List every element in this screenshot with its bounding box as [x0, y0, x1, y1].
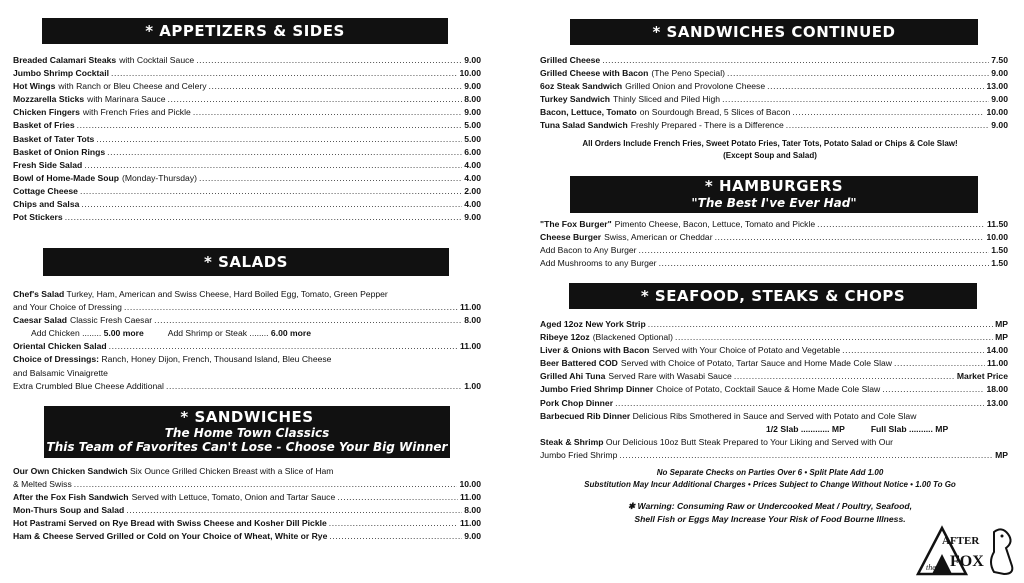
half-slab: [766, 423, 845, 436]
item-price: 9.00: [464, 55, 481, 65]
hamburgers-list: [540, 218, 1008, 270]
item-name: Hot Wings: [13, 81, 56, 92]
item-price: 9.00: [464, 531, 481, 542]
menu-item-appetizer-0: [13, 54, 481, 67]
salads-title: * SALADS: [204, 253, 288, 271]
item-name: Tuna Salad Sandwich: [540, 120, 628, 131]
menu-item-chefs-salad-cont: [13, 301, 481, 314]
addon-chicken: [31, 327, 144, 340]
menu-item-appetizer-4: [13, 106, 481, 119]
sandwiches-items: [13, 491, 481, 543]
item-price: Market Price: [956, 371, 1008, 382]
menu-item-steak-shrimp: [540, 436, 1008, 449]
seafood-title: * SEAFOOD, STEAKS & CHOPS: [640, 287, 906, 305]
sandwiches-continued-title: * SANDWICHES CONTINUED: [652, 23, 896, 41]
addon-price: 6.00 more: [270, 328, 312, 339]
warning-line2: Shell Fish or Eggs May Increase Your Risk of Food Bourne Illness.: [634, 514, 906, 524]
item-price: 1.00: [464, 380, 481, 391]
item-desc: & Melted Swiss: [13, 479, 72, 490]
logo-text-after: AFTER: [942, 535, 980, 547]
appetizers-title: * APPETIZERS & SIDES: [145, 22, 345, 40]
item-price: 11.00: [986, 358, 1008, 369]
sides-exception-note: (Except Soup and Salad): [723, 151, 817, 160]
item-name: Ham & Cheese Served Grilled or Cold on Your Choice of Wheat, White or Rye: [13, 531, 328, 542]
seafood-list: [540, 318, 1008, 462]
item-name: Steak & Shrimp: [540, 436, 604, 447]
slab-label: Full Slab ..........: [870, 423, 933, 434]
menu-item-seafood-4: [540, 370, 1008, 383]
item-price: 11.00: [459, 518, 481, 529]
menu-item-sandwich-3: [13, 530, 481, 543]
hamburgers-title: * HAMBURGERS: [704, 177, 844, 195]
menu-item-sandwich-2: [13, 517, 481, 530]
item-price: 11.00: [459, 341, 481, 352]
menu-item-appetizer-3: [13, 93, 481, 106]
menu-item-sandwich-cont-2: [540, 80, 1008, 93]
item-desc: on Sourdough Bread, 5 Slices of Bacon: [639, 107, 791, 118]
sandwiches-continued-header: [570, 19, 978, 45]
menu-item-chefs-salad: [13, 288, 481, 301]
menu-item-appetizer-1: [13, 67, 481, 80]
menu-item-chicken-sandwich: [13, 465, 481, 478]
menu-item-seafood-6: [540, 397, 1008, 410]
item-price: MP: [995, 332, 1008, 343]
menu-item-burger-1: [540, 231, 1008, 244]
item-price: 6.00: [464, 146, 481, 157]
item-price: 1.50: [991, 258, 1008, 269]
item-desc: Six Ounce Grilled Chicken Breast with a Slice of Ham: [130, 466, 334, 476]
addon-shrimp: [168, 327, 311, 340]
item-name: Chips and Salsa: [13, 199, 80, 210]
item-price: 4.00: [464, 172, 481, 183]
item-name: Caesar Salad: [13, 315, 67, 326]
item-name: Basket of Fries: [13, 120, 75, 131]
menu-item-appetizer-6: [13, 133, 481, 146]
item-name: 6oz Steak Sandwich: [540, 81, 623, 92]
menu-item-rib-dinner: [540, 410, 1008, 423]
item-name: Cheese Burger: [540, 232, 602, 243]
item-desc: Jumbo Fried Shrimp: [540, 449, 618, 460]
item-desc: with French Fries and Pickle: [82, 107, 191, 118]
full-slab: [871, 423, 948, 436]
item-desc: Served Rare with Wasabi Sauce: [608, 371, 732, 382]
item-price: 10.00: [459, 479, 481, 490]
menu-item-burger-3: [540, 257, 1008, 270]
menu-item-chicken-sandwich-cont: [13, 478, 481, 491]
split-plate-note: No Separate Checks on Parties Over 6 • Split Plate Add 1.00: [656, 468, 884, 477]
seafood-items: [540, 318, 1008, 410]
item-price: 10.00: [986, 232, 1008, 243]
dressings: [13, 353, 481, 366]
item-desc: with Cocktail Sauce: [119, 55, 195, 65]
item-name: Mon-Thurs Soup and Salad: [13, 505, 125, 516]
item-desc: Served with Lettuce, Tomato, Onion and Tartar Sauce: [131, 492, 336, 503]
seafood-header: [569, 283, 977, 309]
item-name: Breaded Calamari Steaks: [13, 55, 117, 65]
item-name: Pork Chop Dinner: [540, 397, 614, 408]
item-desc: (Blackened Optional): [592, 332, 673, 343]
item-price: 9.00: [464, 81, 481, 92]
item-price: 10.00: [459, 68, 481, 79]
item-desc: Choice of Potato, Cocktail Sauce & Home Made Cole Slaw: [656, 384, 881, 395]
item-desc: with Ranch or Bleu Cheese and Celery: [58, 81, 207, 92]
addon-label: Add Chicken ........: [31, 328, 102, 339]
item-price: 11.00: [459, 302, 481, 313]
item-price: 11.00: [459, 492, 481, 503]
item-name: Bowl of Home-Made Soup: [13, 172, 119, 183]
item-name: Liver & Onions with Bacon: [540, 345, 650, 356]
menu-item-appetizer-5: [13, 119, 481, 132]
item-price: 13.00: [986, 81, 1008, 92]
item-price: 1.50: [991, 245, 1008, 256]
item-name: After the Fox Fish Sandwich: [13, 492, 129, 503]
menu-item-appetizer-10: [13, 185, 481, 198]
sandwiches-subtitle1: The Home Town Classics: [164, 426, 330, 440]
item-desc: Thinly Sliced and Piled High: [613, 94, 721, 105]
item-price: 9.00: [991, 68, 1008, 79]
item-desc: and Your Choice of Dressing: [13, 302, 122, 313]
item-desc: Add Mushrooms to any Burger: [540, 258, 657, 269]
item-name: Bacon, Lettuce, Tomato: [540, 107, 637, 118]
item-name: Grilled Ahi Tuna: [540, 371, 606, 382]
item-price: 9.00: [464, 212, 481, 223]
menu-item-appetizer-7: [13, 146, 481, 159]
menu-item-sandwich-cont-5: [540, 119, 1008, 132]
item-desc: Served with Choice of Potato, Tartar Sauce and Home Made Cole Slaw: [620, 358, 893, 369]
menu-item-burger-0: [540, 218, 1008, 231]
hamburgers-header: [570, 176, 978, 213]
sandwiches-title: * SANDWICHES: [180, 408, 314, 426]
item-desc: Swiss, American or Cheddar: [604, 232, 713, 243]
sandwiches-note: [520, 138, 1020, 162]
warning-line1: ✱ Warning: Consuming Raw or Undercooked Meat / Poultry, Seafood,: [627, 501, 913, 511]
item-desc: and Balsamic Vinaigrette: [13, 367, 108, 378]
item-price: 9.00: [464, 107, 481, 118]
menu-item-sandwich-1: [13, 504, 481, 517]
item-desc: Delicious Ribs Smothered in Sauce and Served with Potato and Cole Slaw: [632, 410, 917, 421]
item-price: 8.00: [464, 505, 481, 516]
menu-item-seafood-1: [540, 331, 1008, 344]
menu-item-appetizer-11: [13, 198, 481, 211]
item-price: 18.00: [986, 384, 1008, 395]
menu-item-oriental: [13, 340, 481, 353]
item-name: Pot Stickers: [13, 212, 63, 223]
item-price: 11.50: [986, 219, 1008, 229]
item-price: MP: [995, 319, 1008, 329]
menu-item-appetizer-9: [13, 172, 481, 185]
substitution-note: Substitution May Incur Additional Charges • Prices Subject to Change Without Notice • 1.00 To Go: [584, 480, 956, 489]
menu-item-seafood-2: [540, 344, 1008, 357]
item-desc: Freshly Prepared - There is a Difference: [630, 120, 784, 131]
sides-note: All Orders Include French Fries, Sweet Potato Fries, Tater Tots, Potato Salad or Chips & Cole Slaw!: [582, 139, 958, 148]
menu-item-steak-shrimp-cont: [540, 449, 1008, 462]
sandwiches-header: [44, 406, 450, 458]
appetizers-header: [42, 18, 448, 44]
item-name: Jumbo Fried Shrimp Dinner: [540, 384, 654, 395]
item-price: 8.00: [464, 94, 481, 105]
item-price: 14.00: [986, 345, 1008, 356]
item-desc: (The Peno Special): [651, 68, 725, 79]
menu-item-caesar: [13, 314, 481, 327]
item-desc: Add Bacon to Any Burger: [540, 245, 637, 256]
item-price: 9.00: [991, 120, 1008, 131]
item-name: Our Own Chicken Sandwich: [13, 466, 128, 476]
item-name: Grilled Cheese with Bacon: [540, 68, 649, 79]
salads-header: [43, 248, 449, 276]
slab-price: MP: [935, 423, 949, 434]
item-name: "The Fox Burger": [540, 219, 612, 229]
menu-item-seafood-5: [540, 383, 1008, 396]
menu-item-extra-blue: [13, 380, 481, 393]
appetizers-list: [13, 54, 481, 224]
item-name: Fresh Side Salad: [13, 159, 83, 170]
item-name: Aged 12oz New York Strip: [540, 319, 646, 329]
menu-item-seafood-3: [540, 357, 1008, 370]
item-name: Chef's Salad: [13, 289, 65, 299]
item-name: Grilled Cheese: [540, 55, 601, 65]
slab-price: MP: [831, 423, 845, 434]
logo-text-fox: FOX: [950, 553, 984, 570]
item-desc: Served with Your Choice of Potato and Vegetable: [652, 345, 841, 356]
item-desc: with Marinara Sauce: [87, 94, 166, 105]
item-price: 8.00: [464, 315, 481, 326]
item-name: Basket of Onion Rings: [13, 146, 106, 157]
menu-item-sandwich-cont-1: [540, 67, 1008, 80]
addon-label: Add Shrimp or Steak ........: [167, 328, 269, 339]
item-name: Choice of Dressings:: [13, 354, 99, 365]
item-price: 9.00: [991, 94, 1008, 105]
sandwiches-list: [13, 465, 481, 544]
item-name: Mozzarella Sticks: [13, 94, 85, 105]
menu-item-sandwich-0: [13, 491, 481, 504]
menu-item-appetizer-2: [13, 80, 481, 93]
item-name: Chicken Fingers: [13, 107, 80, 118]
logo-text-the: the: [926, 563, 936, 572]
item-price: 2.00: [464, 185, 481, 196]
menu-item-sandwich-cont-3: [540, 93, 1008, 106]
item-price: 4.00: [464, 159, 481, 170]
item-name: Jumbo Shrimp Cocktail: [13, 68, 109, 79]
item-desc: (Monday-Thursday): [122, 172, 197, 183]
item-price: 5.00: [464, 133, 481, 144]
item-desc: Ranch, Honey Dijon, French, Thousand Island, Bleu Cheese: [101, 354, 332, 365]
item-price: 7.50: [991, 55, 1008, 65]
item-name: Beer Battered COD: [540, 358, 618, 369]
item-desc: Turkey, Ham, American and Swiss Cheese, Hard Boiled Egg, Tomato, Green Pepper: [66, 289, 388, 299]
rib-slabs: [540, 423, 1008, 436]
item-name: Turkey Sandwich: [540, 94, 611, 105]
menu-item-burger-2: [540, 244, 1008, 257]
item-desc: Classic Fresh Caesar: [69, 315, 153, 326]
item-name: Extra Crumbled Blue Cheese Additional: [13, 380, 164, 391]
addon-price: 5.00 more: [103, 328, 144, 339]
item-desc: Pimento Cheese, Bacon, Lettuce, Tomato and Pickle: [614, 219, 816, 229]
menu-item-sandwich-cont-4: [540, 106, 1008, 119]
item-desc: Our Delicious 10oz Butt Steak Prepared to Your Liking and Served with Our: [605, 436, 894, 447]
hamburgers-subtitle: "The Best I've Ever Had": [691, 196, 857, 210]
menu-item-appetizer-8: [13, 159, 481, 172]
slab-label: 1/2 Slab ............: [766, 423, 830, 434]
after-the-fox-logo: [916, 522, 1020, 578]
sandwiches-subtitle2: This Team of Favorites Can't Lose - Choose Your Big Winner: [46, 440, 448, 454]
menu-item-sandwich-cont-0: [540, 54, 1008, 67]
salads-list: [13, 288, 481, 393]
item-name: Basket of Tater Tots: [13, 133, 95, 144]
caesar-addons: [13, 327, 481, 340]
menu-item-appetizer-12: [13, 211, 481, 224]
dressings-cont: [13, 367, 481, 380]
item-desc: Grilled Onion and Provolone Cheese: [625, 81, 766, 92]
item-price: 13.00: [986, 397, 1008, 408]
item-name: Ribeye 12oz: [540, 332, 590, 343]
sandwiches-continued-list: [540, 54, 1008, 133]
item-price: MP: [995, 449, 1008, 460]
item-name: Oriental Chicken Salad: [13, 341, 107, 352]
menu-item-seafood-0: [540, 318, 1008, 331]
policy-notes: [520, 467, 1020, 491]
item-name: Hot Pastrami Served on Rye Bread with Swiss Cheese and Kosher Dill Pickle: [13, 518, 327, 529]
item-price: 4.00: [464, 199, 481, 210]
item-name: Barbecued Rib Dinner: [540, 410, 631, 421]
item-name: Cottage Cheese: [13, 185, 78, 196]
item-price: 10.00: [986, 107, 1008, 118]
item-price: 5.00: [464, 120, 481, 131]
